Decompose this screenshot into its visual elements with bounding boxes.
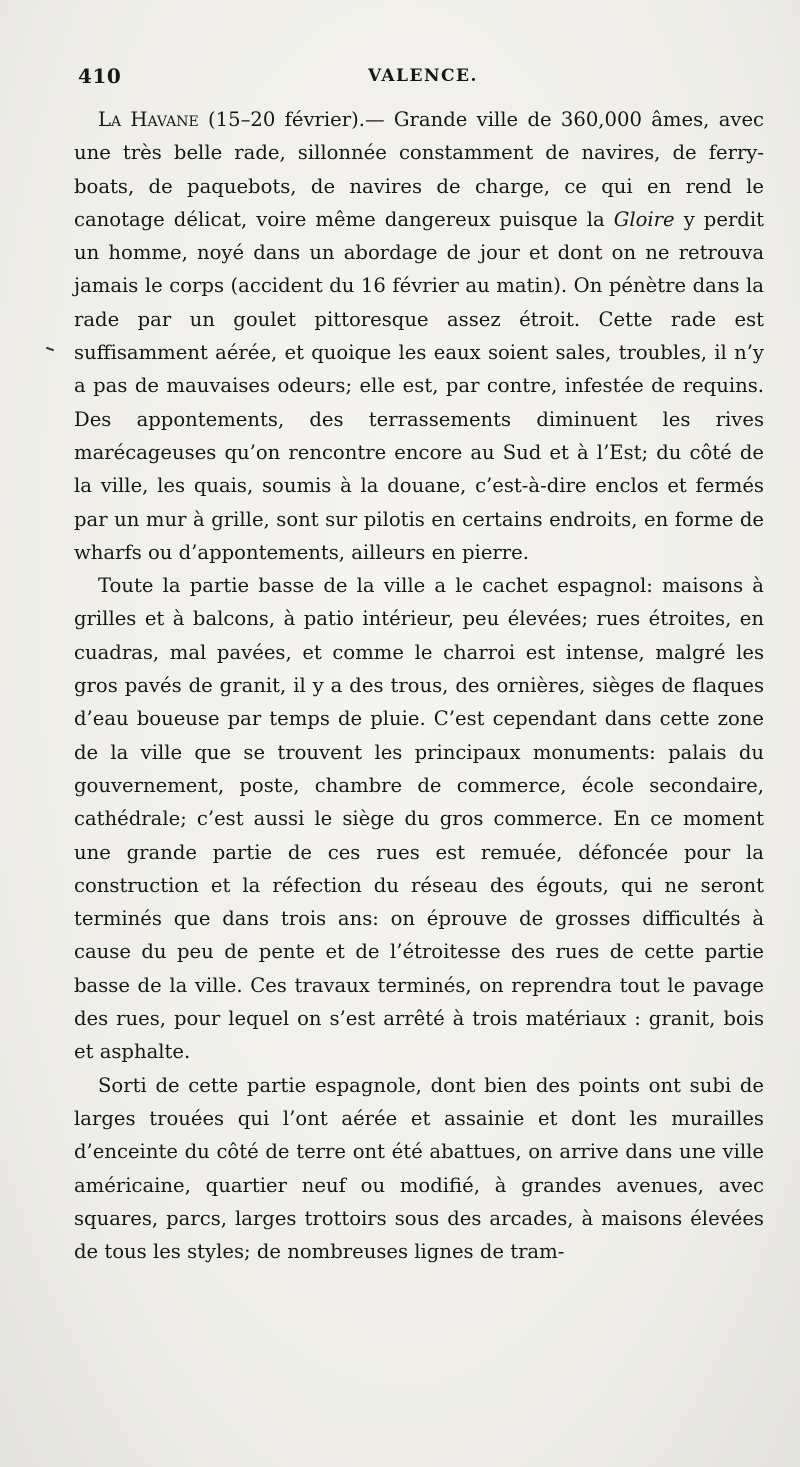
paragraph-ville-americaine: Sorti de cette partie espagnole, dont bien des points ont subi de larges trouées qui l’ont aérée et assainie et dont les murailles d’enceinte du côté de terre ont été abattues, on arrive dans une ville américaine, quartier neuf ou modifié, à grandes avenues, avec squares, parcs, larges trottoirs sous des arcades, à maisons élevées de tous les styles; de nombreuses lignes de tram- — [74, 1073, 764, 1264]
paragraph-text: y perdit un homme, noyé dans un abordage de jour et dont on ne retrouva jamais le corps (accident du 16 février au matin). On pénètre dans la rade par un goulet pittoresque assez étroit. Cette rade est suffisamment aérée, et quoique les eaux soient sales, troubles, il n’y a pas de mauvaises odeurs; elle est, par contre, infestée de requins. Des appontements, des terrassements diminuent les rives marécageuses qu’on rencontre encore au Sud et à l’Est; du côté de la ville, les quais, soumis à la douane, c’est-à-dire enclos et fermés par un mur à grille, sont sur pilotis en certains endroits, en forme de wharfs ou d’appontements, ailleurs en pierre. — [74, 207, 764, 564]
body-text — [74, 103, 764, 1268]
paragraph-text: (15–20 février).— Grande ville de 360,000 âmes, avec une très belle rade, sillonnée constamment de navires, de ferry-boats, de paquebots, de navires de charge, ce qui en rend le canotage délicat, voire même dangereux puisque la — [74, 108, 765, 231]
ship-name: Gloire — [613, 207, 675, 231]
page-header — [78, 64, 738, 94]
paragraph-partie-basse: Toute la partie basse de la ville a le cachet espagnol: maisons à grilles et à balcons, à patio intérieur, peu élevées; rues étroites, en cuadras, mal pavées, et comme le charroi est intense, malgré les gros pavés de granit, il y a des trous, des ornières, sièges de flaques d’eau boueuse par temps de pluie. C’est cependant dans cette zone de la ville que se trouvent les principaux monuments: palais du gouvernement, poste, chambre de commerce, école secondaire, cathédrale; c’est aussi le siège du gros commerce. En ce moment une grande partie de ces rues est remuée, défoncée pour la construction et la réfection du réseau des égouts, qui ne seront terminés que dans trois ans: on éprouve de grosses difficultés à cause du peu de pente et de l’étroitesse des rues de cette partie basse de la ville. Ces travaux terminés, on reprendra tout le pavage des rues, pour lequel on s’est arrêté à trois matériaux : granit, bois et asphalte. — [74, 574, 764, 1064]
running-title: VALENCE. — [368, 66, 478, 86]
margin-mark — [46, 347, 54, 352]
page-number: 410 — [78, 64, 122, 88]
paragraph-la-havane — [74, 103, 764, 569]
paragraph-lead: La Havane — [98, 108, 199, 131]
